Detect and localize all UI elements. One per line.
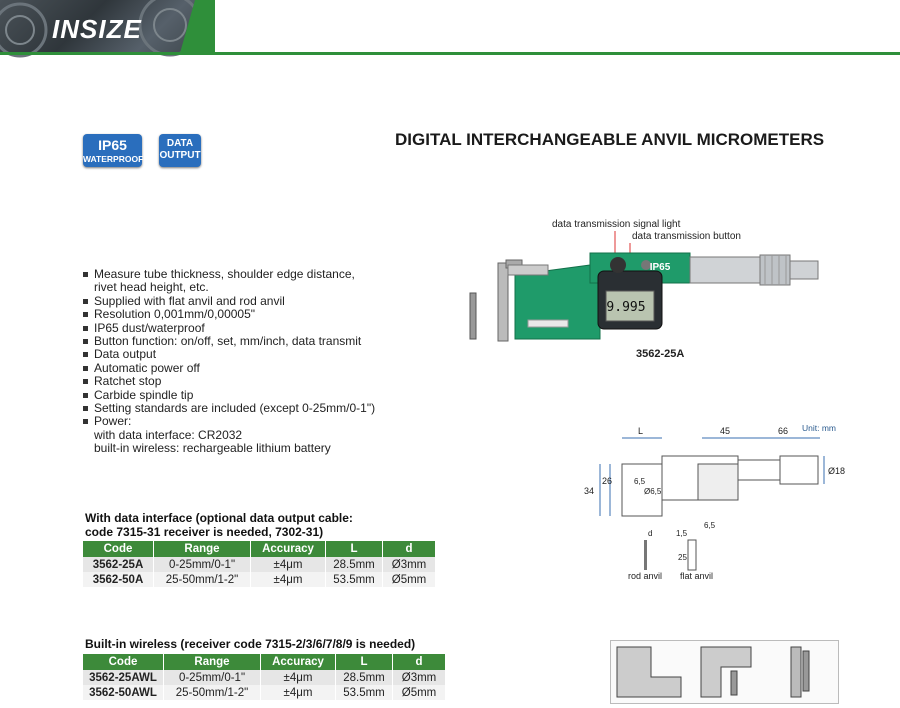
col-range: Range (164, 654, 261, 670)
feature-item: Ratchet stop (83, 375, 443, 388)
signal-light-label: data transmission signal light (552, 219, 681, 230)
model-number: 3562-25A (636, 348, 685, 360)
section1-title-line2: code 7315-31 receiver is needed, 7302-31) (85, 525, 324, 539)
feature-item: Power: (83, 415, 443, 428)
dim-L: L (638, 426, 644, 436)
application-sketch (610, 640, 839, 704)
application-drawing (611, 641, 838, 703)
col-l: L (336, 654, 393, 670)
display-readout: 9.995 (606, 300, 646, 315)
dim-34: 34 (584, 486, 595, 496)
ip65-badge-title: IP65 (98, 137, 127, 153)
cell-accuracy: ±4μm (251, 557, 326, 572)
feature-item: Carbide spindle tip (83, 389, 443, 402)
dimension-diagram (580, 420, 846, 590)
dim-66: 66 (778, 426, 789, 436)
feature-item: Measure tube thickness, shoulder edge distance, (83, 268, 443, 281)
header-gear-background (0, 0, 215, 53)
flat-anvil-label: flat anvil (680, 571, 714, 581)
ip65-badge (83, 134, 142, 167)
feature-item: Resolution 0,001mm/0,00005" (83, 308, 443, 321)
cell-d: Ø5mm (383, 572, 436, 587)
feature-item-continued: built-in wireless: rechargeable lithium battery (94, 441, 331, 456)
dim-6-5: 6,5 (634, 477, 646, 486)
cell-l: 28.5mm (326, 557, 383, 572)
cell-d: Ø3mm (393, 670, 446, 685)
cell-accuracy: ±4μm (251, 572, 326, 587)
feature-list (83, 268, 443, 456)
cell-code: 3562-25A (83, 557, 154, 572)
unit-label: Unit: mm (802, 423, 836, 433)
insize-logo: INSIZE (52, 14, 142, 44)
header-banner (0, 0, 900, 55)
section2-title: Built-in wireless (receiver code 7315-2/3/6/7/8/9 is needed) (85, 637, 416, 651)
dim-6-5-flat: 6,5 (704, 521, 716, 530)
section1-title-line1: With data interface (optional data output cable: (85, 511, 353, 525)
feature-item: Setting standards are included (except 0-25mm/0-1") (83, 402, 443, 415)
col-d: d (383, 541, 436, 557)
cell-accuracy: ±4μm (261, 670, 336, 685)
feature-item: Button function: on/off, set, mm/inch, data transmit (83, 335, 443, 348)
spec-table-wireless (83, 654, 446, 700)
cell-d: Ø5mm (393, 685, 446, 700)
feature-item-continued: with data interface: CR2032 (94, 427, 243, 442)
ip65-badge-subtitle: WATERPROOF (83, 154, 144, 164)
cell-range: 25-50mm/1-2" (164, 685, 261, 700)
feature-item-continued: rivet head height, etc. (94, 280, 209, 295)
micrometer-photo (460, 215, 860, 365)
col-range: Range (154, 541, 251, 557)
feature-item: IP65 dust/waterproof (83, 322, 443, 335)
col-l: L (326, 541, 383, 557)
cell-range: 0-25mm/0-1" (164, 670, 261, 685)
dim-1-5: 1,5 (676, 529, 688, 538)
body-ip65-text: IP65 (649, 262, 671, 273)
spec-table-data-interface (83, 541, 436, 587)
cell-code: 3562-50A (83, 572, 154, 587)
table-header-row (83, 654, 446, 670)
table-row (83, 572, 436, 587)
feature-item: Data output (83, 348, 443, 361)
feature-item: Automatic power off (83, 362, 443, 375)
dim-25: 25 (678, 553, 687, 562)
cell-accuracy: ±4μm (261, 685, 336, 700)
col-code: Code (83, 654, 164, 670)
col-d: d (393, 654, 446, 670)
table-row (83, 670, 446, 685)
cell-l: 53.5mm (336, 685, 393, 700)
col-accuracy: Accuracy (251, 541, 326, 557)
cell-range: 25-50mm/1-2" (154, 572, 251, 587)
data-output-badge (159, 134, 201, 167)
section1-title (85, 511, 353, 539)
cell-range: 0-25mm/0-1" (154, 557, 251, 572)
technical-drawing (580, 420, 846, 590)
dim-dia-6-5: Ø6,5 (644, 487, 662, 496)
table-header-row (83, 541, 436, 557)
cell-code: 3562-50AWL (83, 685, 164, 700)
transmission-button-label: data transmission button (632, 231, 741, 242)
cell-l: 53.5mm (326, 572, 383, 587)
page-title: DIGITAL INTERCHANGEABLE ANVIL MICROMETERS (395, 130, 825, 149)
col-accuracy: Accuracy (261, 654, 336, 670)
cell-code: 3562-25AWL (83, 670, 164, 685)
dim-26: 26 (602, 476, 613, 486)
header-green-line (0, 52, 900, 55)
dim-18: Ø18 (828, 466, 846, 476)
data-badge-line2: OUTPUT (159, 150, 201, 161)
data-badge-line1: DATA (166, 138, 194, 149)
cell-l: 28.5mm (336, 670, 393, 685)
dim-45: 45 (720, 426, 731, 436)
cell-d: Ø3mm (383, 557, 436, 572)
table-row (83, 685, 446, 700)
rod-anvil-label: rod anvil (628, 571, 663, 581)
feature-item: Supplied with flat anvil and rod anvil (83, 295, 443, 308)
table-row (83, 557, 436, 572)
dim-d: d (648, 529, 653, 538)
col-code: Code (83, 541, 154, 557)
